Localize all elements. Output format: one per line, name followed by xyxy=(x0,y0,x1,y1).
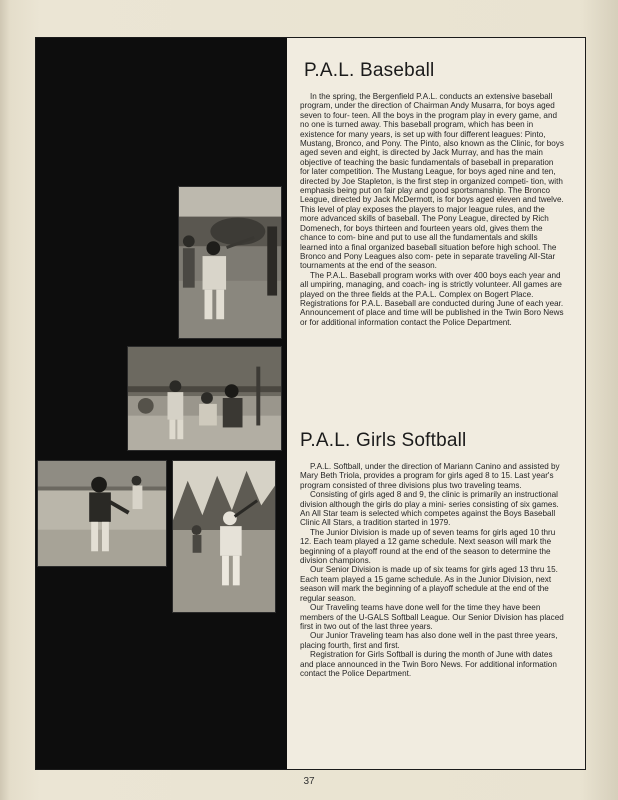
baseball-paragraph: In the spring, the Bergenfield P.A.L. conducts an extensive baseball program, under the direction of Chairman Andy Musarra, for boys aged seven to four- teen. All the boys in the program play in every game, and no one is turned away. This baseball program, which has been in existence for many years, is set up with four different leagues: Pinto, Mustang, Bronco, and Pony. The Pinto, also known as the Clinic, for boys aged seven and eight, is directed by Jack Murray, and has the main objective of teaching the basic fundamentals of baseball in preparation for later competition. The Mustang League, for boys aged nine and ten, directed by Joe Stapleton, is the first step in organized competi- tion, with emphasis being put on fair play and good sportsmanship. The Bronco League, directed by Jack McDermott, is for boys aged eleven and twelve. This level of play exposes the players to major league rules, and the more advanced skills of baseball. The Pony League, directed by Rich Domenech, for boys thirteen and fourteen years old, gives them the chance to com- bine and put to use all the fundamentals and skills learned into a final organized baseball situation before high school. The Bronco and Pony Leagues also com- pete in separate traveling All-Star tournaments at the end of the season. xyxy=(300,92,564,271)
baseball-heading: P.A.L. Baseball xyxy=(304,60,435,81)
softball-heading: P.A.L. Girls Softball xyxy=(300,430,467,451)
text-column xyxy=(300,60,564,678)
photo-girl-batter xyxy=(172,460,276,613)
softball-paragraph: Our Senior Division is made up of six teams for girls aged 13 thru 15. Each team played a 15 game schedule. As in the Junior Division, next season will mark the beginning of a playoff schedule at the end of the regular season. xyxy=(300,565,558,603)
photo-softball-pitcher xyxy=(37,460,167,567)
softball-paragraph: P.A.L. Softball, under the direction of Mariann Canino and assisted by Mary Beth Triola, provides a program for girls aged 8 to 15. Last year's program consisted of three divisions plus two traveling teams. xyxy=(300,462,560,490)
softball-section xyxy=(300,430,564,678)
photo-young-batter xyxy=(178,186,282,339)
softball-paragraph: The Junior Division is made up of seven teams for girls aged 10 thru 12. Each team played a 12 game schedule. Next season will mark the beginning of a playoff round at the end of the season to determine the division champions. xyxy=(300,527,556,566)
baseball-paragraph: The P.A.L. Baseball program works with over 400 boys each year and all umpiring, managing, and coach- ing is strictly volunteer. All games are played on the three fields at the P.A.L. Complex on Bogert Place. Registrations for P.A.L. Baseball are conducted during June of each year. Announcement of place and time will be published in the Twin Boro News or for additional information contact the Police Department. xyxy=(300,270,564,327)
page-number: 37 xyxy=(303,776,315,787)
photo-play-at-plate xyxy=(127,346,282,451)
softball-paragraph: Our Traveling teams have done well for the time they have been members of the U-GALS Softball League. Our Senior Division has placed first in two out of the last three years. xyxy=(300,603,564,631)
softball-paragraph: Consisting of girls aged 8 and 9, the clinic is primarily an instructional division although the girls do play a mini- series consisting of six games. An All Star team is selected which competes against the Boys Baseball Clinic All Stars, a tradition started in 1979. xyxy=(300,490,559,528)
softball-paragraph: Our Junior Traveling team has also done well in the past three years, placing fourth, first and first. xyxy=(300,631,558,650)
baseball-section xyxy=(300,60,564,327)
softball-paragraph: Registration for Girls Softball is during the month of June with dates and place announced in the Twin Boro News. For additional information contact the Police Department. xyxy=(300,650,557,678)
